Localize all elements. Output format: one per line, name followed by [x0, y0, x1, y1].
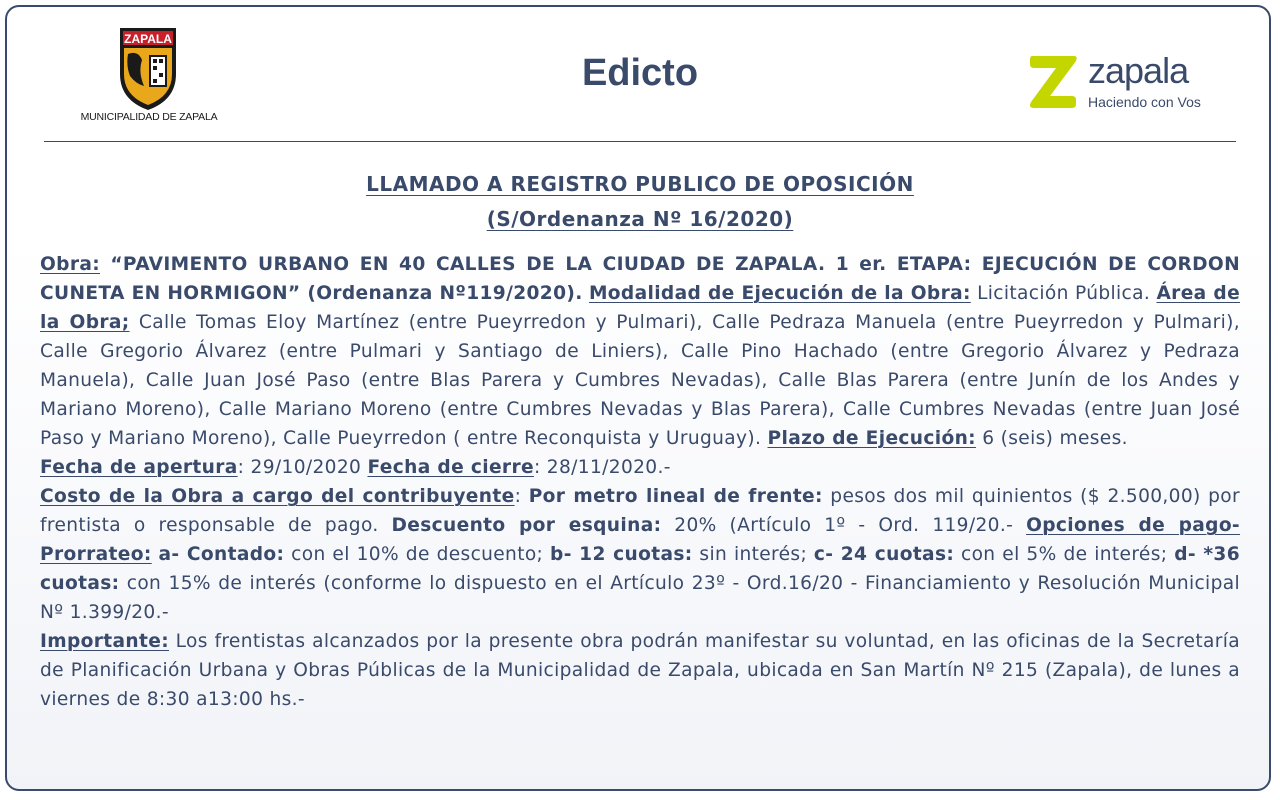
- crest-caption: MUNICIPALIDAD DE ZAPALA: [80, 111, 218, 123]
- cuotas36-value: con 15% de interés (conforme lo dispuesto en el Artículo 23º - Ord.16/20 - Financiamiento y Resolución Municipal Nº 1.399/20.-: [40, 573, 1240, 623]
- paragraph-fechas: [40, 453, 1240, 482]
- paragraph-obra: [40, 250, 1240, 453]
- brand-slogan: Haciendo con Vos: [1088, 94, 1201, 110]
- descuento-label: Descuento por esquina:: [391, 515, 662, 536]
- importante-value: Los frentistas alcanzados por la presente obra podrán manifestar su voluntad, en las oficinas de la Secretaría de Planificación Urbana y Obras Públicas de la Municipalidad de Zapala, ubicada en San Martín Nº 215 (Zapala), de lunes a viernes de 8:30 a13:00 hs.-: [40, 631, 1240, 710]
- paragraph-importante: [40, 627, 1240, 714]
- cierre-label: Fecha de cierre: [367, 457, 534, 478]
- page-title: Edicto: [581, 52, 699, 94]
- opciones-label: Opciones de pago-Prorrateo:: [40, 515, 1241, 565]
- area-label: Área de la Obra;: [40, 283, 1241, 333]
- metro-value: pesos dos mil quinientos ($ 2.500,00) por frentista o responsable de pago.: [40, 486, 1241, 536]
- ordinance-reference: (S/Ordenanza Nº 16/2020): [486, 207, 794, 231]
- obra-label: Obra:: [40, 254, 101, 275]
- costo-label: Costo de la Obra a cargo del contribuyente: [40, 486, 515, 507]
- importante-label: Importante:: [40, 631, 170, 652]
- area-value: Calle Tomas Eloy Martínez (entre Pueyrredon y Pulmari), Calle Pedraza Manuela (entre Pueyrredon y Pulmari), Calle Gregorio Álvarez (entre Pulmari y Santiago de Liniers), Calle Pino Hachado (entre Gregorio Álvarez y Pedraza Manuela), Calle Juan José Paso (entre Blas Parera y Cumbres Nevadas), Calle Blas Parera (entre Junín de los Andes y Mariano Moreno), Calle Mariano Moreno (entre Cumbres Nevadas y Blas Parera), Calle Cumbres Nevadas (entre Juan José Paso y Mariano Moreno), Calle Pueyrredon ( entre Reconquista y Uruguay).: [40, 312, 1240, 449]
- plazo-value: 6 (seis) meses.: [975, 428, 1128, 449]
- cuotas12-value: sin interés;: [692, 544, 808, 565]
- costo-colon: :: [514, 486, 522, 507]
- crest-text: ZAPALA: [124, 32, 172, 46]
- descuento-value: 20% (Artículo 1º - Ord. 119/20.-: [661, 515, 1014, 536]
- zapala-logo-icon: [1026, 52, 1080, 110]
- obra-text: “PAVIMENTO URBANO EN 40 CALLES DE LA CIUDAD DE ZAPALA. 1 er. ETAPA: EJECUCIÓN DE CORDON CUNETA EN HORMIGON” (Ordenanza Nº119/2020).: [40, 254, 1240, 304]
- modalidad-label: Modalidad de Ejecución de la Obra:: [588, 283, 971, 304]
- modalidad-value: Licitación Pública.: [970, 283, 1151, 304]
- cierre-value: : 28/11/2020.-: [533, 457, 671, 478]
- header-divider: [44, 141, 1236, 142]
- cuotas24-value: con el 5% de interés;: [954, 544, 1168, 565]
- paragraph-costo: [40, 482, 1240, 627]
- apertura-label: Fecha de apertura: [40, 457, 238, 478]
- cuotas12-label: b- 12 cuotas:: [550, 544, 693, 565]
- edict-body: [40, 250, 1240, 714]
- brand-name: zapala: [1088, 50, 1189, 91]
- contado-label: a- Contado:: [158, 544, 285, 565]
- metro-label: Por metro lineal de frente:: [528, 486, 823, 507]
- edict-heading: LLAMADO A REGISTRO PUBLICO DE OPOSICIÓN: [366, 172, 914, 196]
- plazo-label: Plazo de Ejecución:: [767, 428, 976, 449]
- apertura-value: : 29/10/2020: [237, 457, 362, 478]
- cuotas36-label: d- *36 cuotas:: [40, 544, 1240, 594]
- cuotas24-label: c- 24 cuotas:: [813, 544, 955, 565]
- contado-value: con el 10% de descuento;: [284, 544, 544, 565]
